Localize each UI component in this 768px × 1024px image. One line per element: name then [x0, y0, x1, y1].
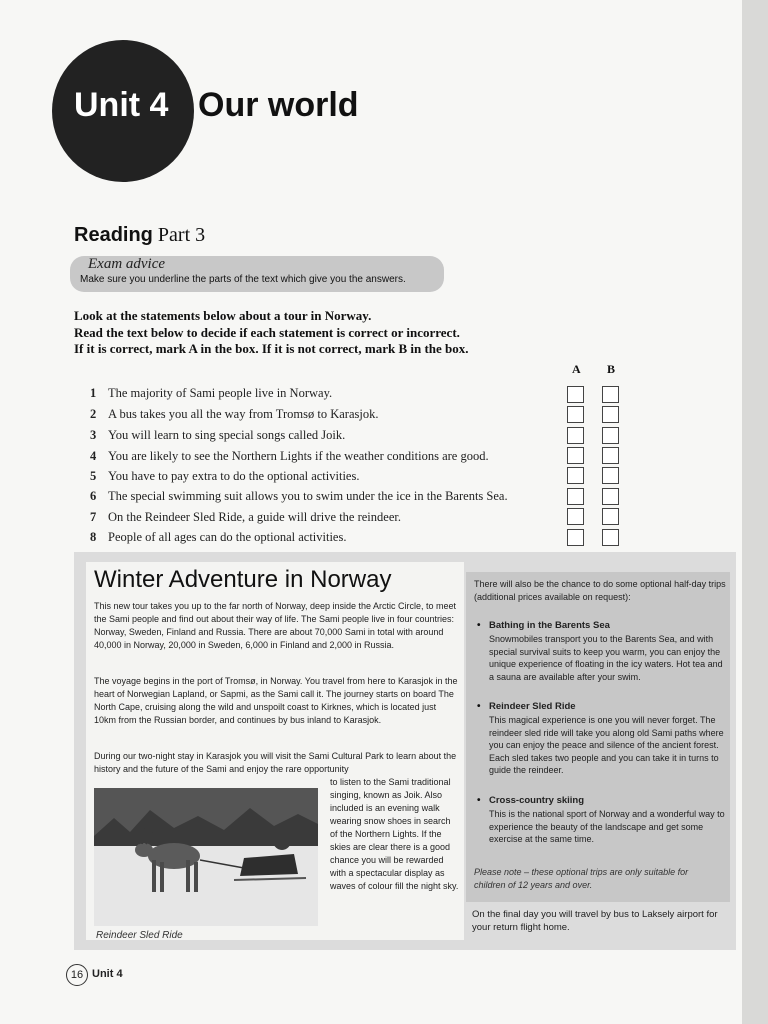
article-paragraph: The voyage begins in the port of Tromsø, in Norway. You travel from here to Karasjok in the heart of Norwegian Lapland, or Sapmi, as the Sami call it. The journey starts on board The North Cape, cruising along the wild and unspoilt coast to Kirknes, which is located just 10km from the Russian border, and continues by bus inland to Karasjok. — [94, 676, 458, 725]
question-item: 6 The special swimming suit allows you to swim under the ice in the Barents Sea. — [90, 489, 508, 503]
answer-box-b[interactable] — [602, 488, 619, 505]
trip-description: This is the national sport of Norway and a wonderful way to experience the beauty of the landscape and get some exercise at the same time. — [489, 809, 725, 844]
question-item: 2 A bus takes you all the way from Tromsø to Karasjok. — [90, 407, 379, 421]
answer-box-b[interactable] — [602, 406, 619, 423]
column-header-b: B — [607, 362, 616, 376]
answer-box-a[interactable] — [567, 467, 584, 484]
answer-box-b[interactable] — [602, 467, 619, 484]
section-part: Part 3 — [157, 224, 206, 246]
answer-box-a[interactable] — [567, 427, 584, 444]
article-paragraph: to listen to the Sami traditional singing, known as Joik. Also included is an evening walk wearing snow shoes in search of the Northern Lights. If the skies are clear there is a good chance you will be rewarded with a spectacular display as waves of colour fill the night sky. — [330, 777, 459, 891]
answer-box-b[interactable] — [602, 447, 619, 464]
exam-advice-text: Make sure you underline the parts of the text which give you the answers. — [80, 274, 406, 285]
answer-box-b[interactable] — [602, 386, 619, 403]
answer-box-b[interactable] — [602, 427, 619, 444]
bullet-icon: • — [477, 795, 481, 806]
answer-box-a[interactable] — [567, 386, 584, 403]
question-item: 1 The majority of Sami people live in Norway. — [90, 386, 333, 400]
question-item: 7 On the Reindeer Sled Ride, a guide will drive the reindeer. — [90, 510, 401, 524]
question-item: 3 You will learn to sing special songs called Joik. — [90, 428, 346, 442]
trip-description: This magical experience is one you will never forget. The reindeer sled ride will take you along old Sami paths where you can enjoy the peace and silence of the ancient forest. Each sled takes two people and you can take it in turns to guide the reindeer. — [489, 715, 724, 775]
column-header-a: A — [572, 362, 581, 376]
answer-box-a[interactable] — [567, 406, 584, 423]
sidebar-intro: There will also be the chance to do some optional half-day trips (additional prices available on request): — [474, 579, 726, 602]
instruction-line: Look at the statements below about a tour in Norway. — [74, 308, 372, 323]
question-item: 8 People of all ages can do the optional activities. — [90, 530, 347, 544]
article-paragraph: During our two-night stay in Karasjok you will visit the Sami Cultural Park to learn about the history and the future of the Sami and enjoy the rare opportunity — [94, 751, 457, 774]
unit-label: Unit 4 — [74, 86, 169, 124]
trip-title: Reindeer Sled Ride — [489, 701, 576, 712]
article-paragraph: This new tour takes you up to the far north of Norway, deep inside the Arctic Circle, to meet the Sami people and find out about their way of life. The Sami people live in four countries: Norway, Sweden, Finland and Russia. There are about 70,000 Sami in total with around 40,000 in Norway, 20,000 in Sweden, 6,000 in Finland and 2,000 in Russia. — [94, 601, 457, 650]
instruction-line: If it is correct, mark A in the box. If it is not correct, mark B in the box. — [74, 341, 469, 356]
photo-caption: Reindeer Sled Ride — [96, 930, 183, 941]
bullet-icon: • — [477, 620, 481, 631]
answer-box-a[interactable] — [567, 488, 584, 505]
answer-box-b[interactable] — [602, 508, 619, 525]
answer-box-a[interactable] — [567, 447, 584, 464]
unit-title: Our world — [198, 86, 359, 124]
exam-advice-title: Exam advice — [88, 256, 166, 272]
answer-box-a[interactable] — [567, 529, 584, 546]
page-edge-shadow — [742, 0, 768, 1024]
trip-description: Snowmobiles transport you to the Barents Sea, and with special survival suits to keep you warm, you can enjoy the unique experience of floating in the icy waters. Hot tea and a sauna are available after your swim. — [489, 634, 723, 682]
reindeer-sled-illustration — [94, 788, 318, 926]
question-item: 5 You have to pay extra to do the optional activities. — [90, 469, 360, 483]
trip-title: Cross-country skiing — [489, 795, 585, 806]
page-number: 16 — [66, 964, 88, 986]
answer-box-b[interactable] — [602, 529, 619, 546]
section-heading — [74, 224, 205, 247]
instruction-line: Read the text below to decide if each statement is correct or incorrect. — [74, 324, 460, 340]
bullet-icon: • — [477, 701, 481, 712]
age-note: Please note – these optional trips are only suitable for children of 12 years and over. — [474, 867, 689, 890]
article-title: Winter Adventure in Norway — [94, 566, 392, 593]
instructions — [74, 308, 634, 358]
question-item: 4 You are likely to see the Northern Lights if the weather conditions are good. — [90, 449, 489, 463]
answer-box-a[interactable] — [567, 508, 584, 525]
footer-unit-label: Unit 4 — [92, 968, 123, 980]
section-title: Reading — [74, 224, 153, 246]
trip-title: Bathing in the Barents Sea — [489, 620, 610, 631]
final-day-text: On the final day you will travel by bus to Laksely airport for your return flight home. — [472, 909, 718, 933]
reindeer-photo — [94, 788, 318, 926]
